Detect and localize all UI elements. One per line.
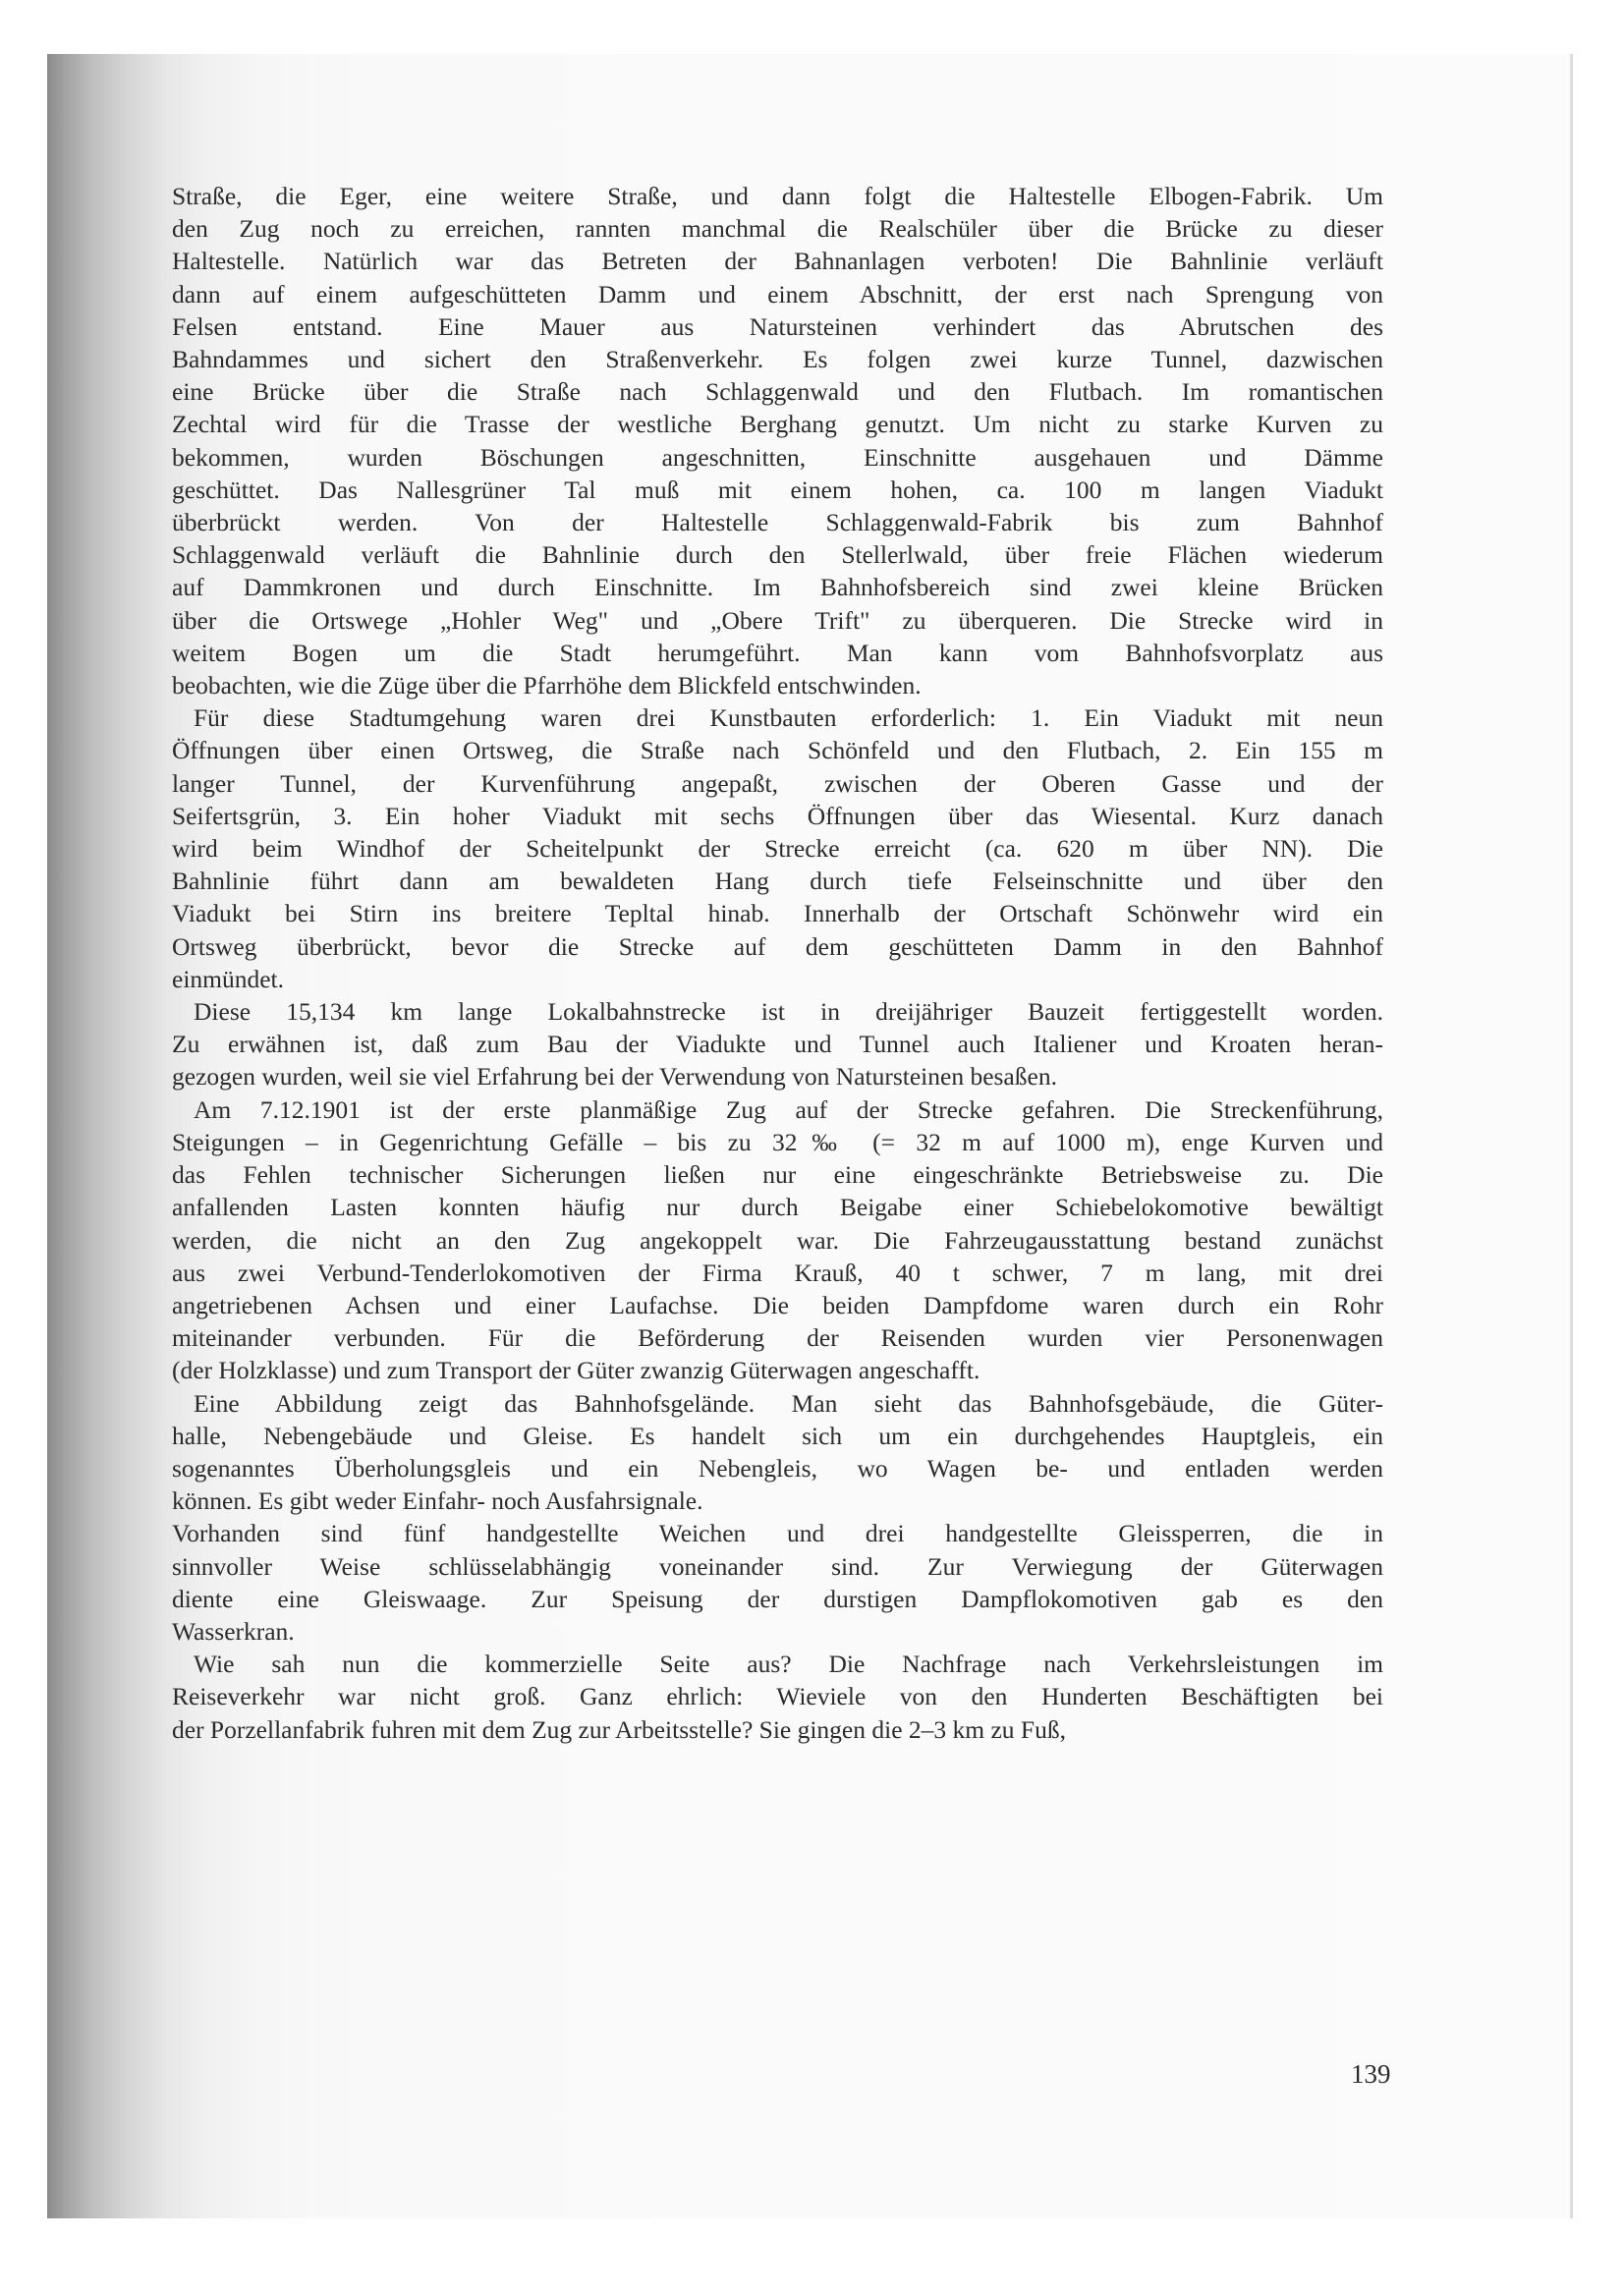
text-line: bekommen, wurden Böschungen angeschnitten, Einschnitte ausgehauen und Dämme xyxy=(172,442,1383,472)
text-line: Bahndammes und sichert den Straßenverkehr. Es folgen zwei kurze Tunnel, dazwischen xyxy=(172,345,1383,374)
text-line: Felsen entstand. Eine Mauer aus Natursteinen verhindert das Abrutschen des xyxy=(172,311,1383,341)
text-line: Für diese Stadtumgehung waren drei Kunstbauten erforderlich: 1. Ein Viadukt mit neun xyxy=(194,703,1383,733)
text-line: Wasserkran. xyxy=(172,1616,295,1646)
text-line: langer Tunnel, der Kurvenführung angepaßt, zwischen der Oberen Gasse und der xyxy=(172,768,1383,798)
text-line: weitem Bogen um die Stadt herumgeführt. Man kann vom Bahnhofsvorplatz aus xyxy=(172,638,1383,667)
paragraph xyxy=(172,1517,1383,1648)
text-line: Eine Abbildung zeigt das Bahnhofsgelände. Man sieht das Bahnhofsgebäude, die Güter- xyxy=(194,1388,1383,1418)
text-line: miteinander verbunden. Für die Beförderung der Reisenden wurden vier Personenwagen xyxy=(172,1323,1383,1353)
paragraph xyxy=(172,1387,1383,1518)
text-line: auf Dammkronen und durch Einschnitte. Im Bahnhofsbereich sind zwei kleine Brücken xyxy=(172,573,1383,602)
text-line: über die Ortswege „Hohler Weg" und „Obere Trift" zu überqueren. Die Strecke wird in xyxy=(172,605,1383,635)
text-line: Diese 15,134 km lange Lokalbahnstrecke ist in dreijähriger Bauzeit fertiggestellt worden. xyxy=(194,997,1383,1027)
page-number: 139 xyxy=(1351,2059,1391,2089)
text-line: geschüttet. Das Nallesgrüner Tal muß mit einem hohen, ca. 100 m langen Viadukt xyxy=(172,475,1383,504)
text-line: das Fehlen technischer Sicherungen ließen nur eine eingeschränkte Betriebsweise zu. Die xyxy=(172,1160,1383,1190)
page-edge xyxy=(1570,54,1573,2218)
text-line: Steigungen – in Gegenrichtung Gefälle – bis zu 32‰ (= 32 m auf 1000 m), enge Kurven und xyxy=(172,1127,1383,1156)
text-line: der Porzellanfabrik fuhren mit dem Zug zur Arbeitsstelle? Sie gingen die 2–3 km zu Fuß, xyxy=(172,1714,1066,1744)
text-line: wird beim Windhof der Scheitelpunkt der Strecke erreicht (ca. 620 m über NN). Die xyxy=(172,834,1383,864)
text-line: Vorhanden sind fünf handgestellte Weichen und drei handgestellte Gleissperren, die in xyxy=(172,1519,1383,1548)
text-line: diente eine Gleiswaage. Zur Speisung der durstigen Dampflokomotiven gab es den xyxy=(172,1584,1383,1613)
text-line: halle, Nebengebäude und Gleise. Es handelt sich um ein durchgehendes Hauptgleis, ein xyxy=(172,1421,1383,1450)
text-line: Zu erwähnen ist, daß zum Bau der Viadukte und Tunnel auch Italiener und Kroaten heran- xyxy=(172,1030,1383,1059)
text-line: Haltestelle. Natürlich war das Betreten der Bahnanlagen verboten! Die Bahnlinie verläuft xyxy=(172,247,1383,276)
scan-margin-left xyxy=(0,0,47,2296)
scan-margin-top xyxy=(0,0,1624,54)
text-line: sogenanntes Überholungsgleis und ein Nebengleis, wo Wagen be- und entladen werden xyxy=(172,1453,1383,1483)
paragraph xyxy=(172,1648,1383,1746)
text-line: einmündet. xyxy=(172,964,285,993)
text-line: anfallenden Lasten konnten häufig nur durch Beigabe einer Schiebelokomotive bewältigt xyxy=(172,1193,1383,1222)
text-line: eine Brücke über die Straße nach Schlaggenwald und den Flutbach. Im romantischen xyxy=(172,377,1383,407)
text-line: Ortsweg überbrückt, bevor die Strecke auf dem geschütteten Damm in den Bahnhof xyxy=(172,931,1383,961)
scan-margin-bottom xyxy=(0,2218,1624,2296)
text-line: überbrückt werden. Von der Haltestelle Schlaggenwald-Fabrik bis zum Bahnhof xyxy=(172,508,1383,537)
text-line: Am 7.12.1901 ist der erste planmäßige Zug auf der Strecke gefahren. Die Streckenführung, xyxy=(194,1094,1383,1124)
text-line: den Zug noch zu erreichen, rannten manchmal die Realschüler über die Brücke zu dieser xyxy=(172,214,1383,244)
text-line: Viadukt bei Stirn ins breitere Tepltal hinab. Innerhalb der Ortschaft Schönwehr wird ein xyxy=(172,899,1383,928)
text-line: Straße, die Eger, eine weitere Straße, und dann folgt die Haltestelle Elbogen-Fabrik. Um xyxy=(172,182,1383,210)
text-line: Seifertsgrün, 3. Ein hoher Viadukt mit sechs Öffnungen über das Wiesental. Kurz danach xyxy=(172,801,1383,830)
text-line: sinnvoller Weise schlüsselabhängig voneinander sind. Zur Verwiegung der Güterwagen xyxy=(172,1551,1383,1581)
text-line: dann auf einem aufgeschütteten Damm und einem Abschnitt, der erst nach Sprengung von xyxy=(172,279,1383,308)
text-line: Öffnungen über einen Ortsweg, die Straße nach Schönfeld und den Flutbach, 2. Ein 155 m xyxy=(172,736,1383,765)
text-line: Zechtal wird für die Trasse der westliche Berghang genutzt. Um nicht zu starke Kurven zu xyxy=(172,410,1383,439)
text-line: aus zwei Verbund-Tenderlokomotiven der Firma Krauß, 40 t schwer, 7 m lang, mit drei xyxy=(172,1258,1383,1287)
text-line: gezogen wurden, weil sie viel Erfahrung bei der Verwendung von Natursteinen besaßen. xyxy=(172,1062,1057,1092)
text-line: können. Es gibt weder Einfahr- noch Ausfahrsignale. xyxy=(172,1486,703,1516)
text-line: Reiseverkehr war nicht groß. Ganz ehrlich: Wieviele von den Hunderten Beschäftigten bei xyxy=(172,1682,1383,1711)
text-line: werden, die nicht an den Zug angekoppelt war. Die Fahrzeugausstattung bestand zunächst xyxy=(172,1225,1383,1255)
text-line: Bahnlinie führt dann am bewaldeten Hang durch tiefe Felseinschnitte und über den xyxy=(172,867,1383,896)
paragraph xyxy=(172,180,1383,701)
text-line: Schlaggenwald verläuft die Bahnlinie durch den Stellerlwald, über freie Flächen wiederum xyxy=(172,540,1383,570)
text-line: Wie sah nun die kommerzielle Seite aus? Die Nachfrage nach Verkehrsleistungen im xyxy=(194,1650,1383,1679)
text-line: (der Holzklasse) und zum Transport der Güter zwanzig Güterwagen angeschafft. xyxy=(172,1356,980,1385)
paragraph xyxy=(172,701,1383,995)
paragraph xyxy=(172,1093,1383,1387)
text-line: beobachten, wie die Züge über die Pfarrhöhe dem Blickfeld entschwinden. xyxy=(172,671,922,700)
body-text xyxy=(172,180,1383,1746)
text-line: angetriebenen Achsen und einer Laufachse. Die beiden Dampfdome waren durch ein Rohr xyxy=(172,1290,1383,1319)
paragraph xyxy=(172,995,1383,1093)
